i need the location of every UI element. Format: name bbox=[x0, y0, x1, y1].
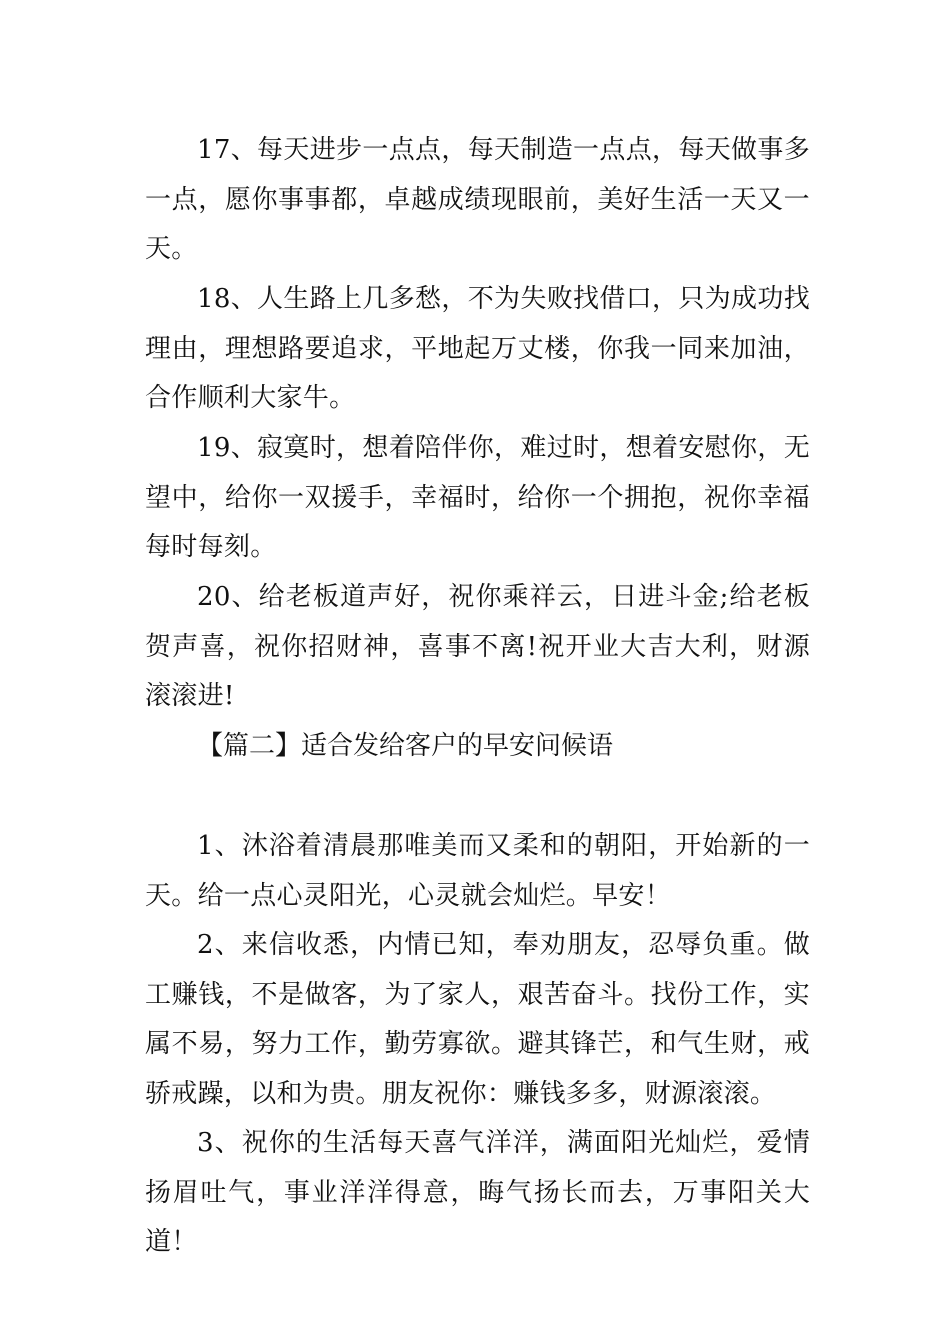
greeting-3: 3、祝你的生活每天喜气洋洋，满面阳光灿烂，爱情扬眉吐气，事业洋洋得意，晦气扬长而去，万事阳关大道！ bbox=[145, 1128, 810, 1257]
paragraph-19: 19、寂寞时，想着陪伴你，难过时，想着安慰你，无望中，给你一双援手，幸福时，给你一个拥抱，祝你幸福每时每刻。 bbox=[145, 433, 810, 562]
section-heading: 【篇二】适合发给客户的早安问候语 bbox=[197, 731, 614, 761]
greeting-2: 2、来信收悉，内情已知，奉劝朋友，忍辱负重。做工赚钱，不是做客，为了家人，艰苦奋斗。找份工作，实属不易，努力工作，勤劳寡欲。避其锋芒，和气生财，戒骄戒躁，以和为贵。朋友祝你：赚钱多多，财源滚滚。 bbox=[145, 930, 810, 1109]
paragraph-17: 17、每天进步一点点，每天制造一点点，每天做事多一点，愿你事事都，卓越成绩现眼前，美好生活一天又一天。 bbox=[145, 135, 810, 264]
paragraph-18: 18、人生路上几多愁，不为失败找借口，只为成功找理由，理想路要追求，平地起万丈楼，你我一同来加油，合作顺利大家牛。 bbox=[145, 284, 810, 413]
paragraph-20: 20、给老板道声好，祝你乘祥云，日进斗金;给老板贺声喜，祝你招财神，喜事不离!祝开业大吉大利，财源滚滚进! bbox=[145, 582, 810, 711]
greeting-1: 1、沐浴着清晨那唯美而又柔和的朝阳，开始新的一天。给一点心灵阳光，心灵就会灿烂。早安！ bbox=[145, 831, 810, 911]
